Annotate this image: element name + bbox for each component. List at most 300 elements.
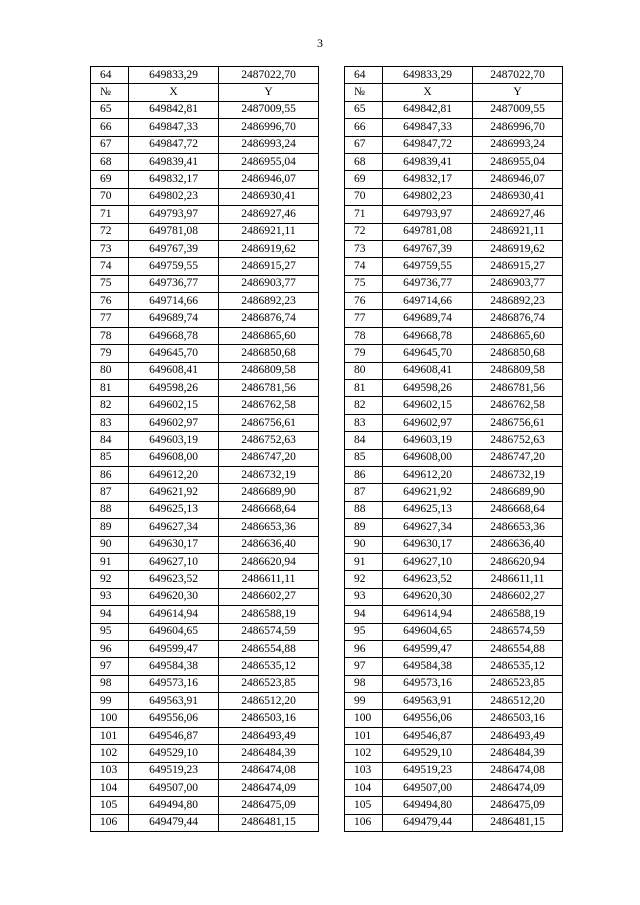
coordinates-table-body bbox=[91, 67, 563, 832]
y-coordinate-left: 2486474,09 bbox=[219, 780, 319, 797]
y-coordinate-left: 2486636,40 bbox=[219, 536, 319, 553]
point-number-right: 101 bbox=[345, 727, 383, 744]
point-number-right: 86 bbox=[345, 466, 383, 483]
table-row bbox=[91, 675, 563, 692]
table-row bbox=[91, 762, 563, 779]
table-row bbox=[91, 223, 563, 240]
y-coordinate-left: 2486523,85 bbox=[219, 675, 319, 692]
y-coordinate-left: 2486996,70 bbox=[219, 119, 319, 136]
x-coordinate-left: 649603,19 bbox=[129, 432, 219, 449]
table-row bbox=[91, 693, 563, 710]
point-number-right: 89 bbox=[345, 519, 383, 536]
point-number-left: 87 bbox=[91, 484, 129, 501]
table-row bbox=[91, 484, 563, 501]
point-number-right: 87 bbox=[345, 484, 383, 501]
y-coordinate-left: 2486475,09 bbox=[219, 797, 319, 814]
y-coordinate-right: 2486554,88 bbox=[473, 640, 563, 657]
point-number-left: 65 bbox=[91, 101, 129, 118]
point-number-left: 68 bbox=[91, 153, 129, 170]
point-number-left: 83 bbox=[91, 414, 129, 431]
x-coordinate-right: 649832,17 bbox=[383, 171, 473, 188]
column-gap bbox=[319, 623, 345, 640]
point-number-left: 90 bbox=[91, 536, 129, 553]
point-number-left: 91 bbox=[91, 553, 129, 570]
column-gap bbox=[319, 310, 345, 327]
x-coordinate-right: 649604,65 bbox=[383, 623, 473, 640]
point-number-right: 74 bbox=[345, 258, 383, 275]
column-gap bbox=[319, 188, 345, 205]
point-number-right: 66 bbox=[345, 119, 383, 136]
x-coordinate-left: 649847,33 bbox=[129, 119, 219, 136]
x-coordinate-right: 649614,94 bbox=[383, 606, 473, 623]
y-coordinate-right: 2486747,20 bbox=[473, 449, 563, 466]
y-coordinate-right: 2486955,04 bbox=[473, 153, 563, 170]
column-gap bbox=[319, 606, 345, 623]
point-number-right: 98 bbox=[345, 675, 383, 692]
column-gap bbox=[319, 675, 345, 692]
y-coordinate-right: 2486762,58 bbox=[473, 397, 563, 414]
y-coordinate-left: 2486809,58 bbox=[219, 362, 319, 379]
x-coordinate-right: 649802,23 bbox=[383, 188, 473, 205]
y-coordinate-right: 2486756,61 bbox=[473, 414, 563, 431]
x-coordinate-left: 649802,23 bbox=[129, 188, 219, 205]
y-coordinate-left: 2486921,11 bbox=[219, 223, 319, 240]
point-number-right: 94 bbox=[345, 606, 383, 623]
column-gap bbox=[319, 397, 345, 414]
table-row bbox=[91, 153, 563, 170]
x-coordinate-left: 649689,74 bbox=[129, 310, 219, 327]
table-row bbox=[91, 188, 563, 205]
table-row bbox=[91, 780, 563, 797]
x-coordinate-right: 649529,10 bbox=[383, 745, 473, 762]
point-number-left: 103 bbox=[91, 762, 129, 779]
x-coordinate-right: 649767,39 bbox=[383, 240, 473, 257]
y-coordinate-left: 2486588,19 bbox=[219, 606, 319, 623]
column-gap bbox=[319, 206, 345, 223]
point-number-right: 73 bbox=[345, 240, 383, 257]
y-coordinate-left: 2486602,27 bbox=[219, 588, 319, 605]
column-gap bbox=[319, 414, 345, 431]
point-number-left: 79 bbox=[91, 345, 129, 362]
column-gap bbox=[319, 171, 345, 188]
y-coordinate-right: 2486946,07 bbox=[473, 171, 563, 188]
x-coordinate-right: 649598,26 bbox=[383, 380, 473, 397]
x-coordinate-right: 649479,44 bbox=[383, 814, 473, 831]
x-coordinate-right: 649584,38 bbox=[383, 658, 473, 675]
table-row bbox=[91, 710, 563, 727]
page-number: 3 bbox=[317, 36, 323, 50]
y-coordinate-right: 2486892,23 bbox=[473, 293, 563, 310]
x-coordinate-right: 649793,97 bbox=[383, 206, 473, 223]
header-x-right: X bbox=[383, 84, 473, 101]
column-gap bbox=[319, 519, 345, 536]
table-row bbox=[91, 745, 563, 762]
x-coordinate-left: 649832,17 bbox=[129, 171, 219, 188]
x-coordinate-right: 649623,52 bbox=[383, 571, 473, 588]
point-number-left: 92 bbox=[91, 571, 129, 588]
y-coordinate-right: 2486689,90 bbox=[473, 484, 563, 501]
y-coordinate-right: 2487009,55 bbox=[473, 101, 563, 118]
column-gap bbox=[319, 153, 345, 170]
y-coordinate-right: 2486915,27 bbox=[473, 258, 563, 275]
x-coordinate-right: 649620,30 bbox=[383, 588, 473, 605]
x-coordinate-right: 649839,41 bbox=[383, 153, 473, 170]
table-row bbox=[91, 553, 563, 570]
column-gap bbox=[319, 658, 345, 675]
x-coordinate-left: 649627,10 bbox=[129, 553, 219, 570]
point-number-left: 71 bbox=[91, 206, 129, 223]
point-number-left: 95 bbox=[91, 623, 129, 640]
x-coordinate-left: 649602,15 bbox=[129, 397, 219, 414]
point-number-left: 105 bbox=[91, 797, 129, 814]
point-number-right: 72 bbox=[345, 223, 383, 240]
point-number-right: 79 bbox=[345, 345, 383, 362]
x-coordinate-right: 649689,74 bbox=[383, 310, 473, 327]
point-number-left: 72 bbox=[91, 223, 129, 240]
header-y-right: Y bbox=[473, 84, 563, 101]
x-coordinate-left: 649630,17 bbox=[129, 536, 219, 553]
column-gap bbox=[319, 640, 345, 657]
point-number-left: 84 bbox=[91, 432, 129, 449]
table-row bbox=[91, 240, 563, 257]
y-coordinate-right: 2486474,08 bbox=[473, 762, 563, 779]
table-row bbox=[91, 797, 563, 814]
column-gap bbox=[319, 84, 345, 101]
y-coordinate-left: 2486732,19 bbox=[219, 466, 319, 483]
table-row bbox=[91, 380, 563, 397]
column-gap bbox=[319, 223, 345, 240]
point-number-right: 64 bbox=[345, 67, 383, 84]
y-coordinate-right: 2487022,70 bbox=[473, 67, 563, 84]
table-row bbox=[91, 345, 563, 362]
x-coordinate-left: 649833,29 bbox=[129, 67, 219, 84]
point-number-left: 102 bbox=[91, 745, 129, 762]
column-gap bbox=[319, 484, 345, 501]
table-row bbox=[91, 275, 563, 292]
column-gap bbox=[319, 136, 345, 153]
point-number-left: 69 bbox=[91, 171, 129, 188]
table-row bbox=[91, 206, 563, 223]
table-row bbox=[91, 310, 563, 327]
point-number-right: 81 bbox=[345, 380, 383, 397]
header-y-left: Y bbox=[219, 84, 319, 101]
point-number-right: 95 bbox=[345, 623, 383, 640]
x-coordinate-left: 649598,26 bbox=[129, 380, 219, 397]
x-coordinate-right: 649599,47 bbox=[383, 640, 473, 657]
y-coordinate-left: 2486946,07 bbox=[219, 171, 319, 188]
point-number-left: 89 bbox=[91, 519, 129, 536]
point-number-left: 99 bbox=[91, 693, 129, 710]
point-number-left: 101 bbox=[91, 727, 129, 744]
y-coordinate-right: 2486668,64 bbox=[473, 501, 563, 518]
x-coordinate-right: 649603,19 bbox=[383, 432, 473, 449]
column-gap bbox=[319, 240, 345, 257]
y-coordinate-left: 2486535,12 bbox=[219, 658, 319, 675]
x-coordinate-left: 649479,44 bbox=[129, 814, 219, 831]
point-number-right: 71 bbox=[345, 206, 383, 223]
table-row bbox=[91, 171, 563, 188]
x-coordinate-right: 649494,80 bbox=[383, 797, 473, 814]
point-number-right: 100 bbox=[345, 710, 383, 727]
y-coordinate-left: 2486927,46 bbox=[219, 206, 319, 223]
x-coordinate-right: 649759,55 bbox=[383, 258, 473, 275]
x-coordinate-right: 649714,66 bbox=[383, 293, 473, 310]
header-number-right: № bbox=[345, 84, 383, 101]
y-coordinate-right: 2486865,60 bbox=[473, 327, 563, 344]
point-number-left: 78 bbox=[91, 327, 129, 344]
point-number-right: 82 bbox=[345, 397, 383, 414]
column-gap bbox=[319, 449, 345, 466]
table-row bbox=[91, 623, 563, 640]
y-coordinate-left: 2486781,56 bbox=[219, 380, 319, 397]
column-gap bbox=[319, 536, 345, 553]
y-coordinate-right: 2486809,58 bbox=[473, 362, 563, 379]
column-gap bbox=[319, 780, 345, 797]
x-coordinate-right: 649668,78 bbox=[383, 327, 473, 344]
x-coordinate-left: 649668,78 bbox=[129, 327, 219, 344]
table-row bbox=[91, 414, 563, 431]
y-coordinate-left: 2486481,15 bbox=[219, 814, 319, 831]
x-coordinate-left: 649625,13 bbox=[129, 501, 219, 518]
table-row bbox=[91, 258, 563, 275]
y-coordinate-right: 2486903,77 bbox=[473, 275, 563, 292]
column-gap bbox=[319, 814, 345, 831]
y-coordinate-right: 2486930,41 bbox=[473, 188, 563, 205]
table-row bbox=[91, 588, 563, 605]
column-gap bbox=[319, 553, 345, 570]
point-number-left: 94 bbox=[91, 606, 129, 623]
y-coordinate-left: 2486689,90 bbox=[219, 484, 319, 501]
point-number-left: 70 bbox=[91, 188, 129, 205]
x-coordinate-left: 649842,81 bbox=[129, 101, 219, 118]
column-gap bbox=[319, 727, 345, 744]
x-coordinate-left: 649563,91 bbox=[129, 693, 219, 710]
x-coordinate-left: 649623,52 bbox=[129, 571, 219, 588]
x-coordinate-right: 649842,81 bbox=[383, 101, 473, 118]
y-coordinate-right: 2486781,56 bbox=[473, 380, 563, 397]
table-row bbox=[91, 519, 563, 536]
y-coordinate-right: 2486876,74 bbox=[473, 310, 563, 327]
point-number-left: 75 bbox=[91, 275, 129, 292]
x-coordinate-right: 649781,08 bbox=[383, 223, 473, 240]
column-gap bbox=[319, 275, 345, 292]
x-coordinate-right: 649519,23 bbox=[383, 762, 473, 779]
table-row bbox=[91, 466, 563, 483]
point-number-left: 100 bbox=[91, 710, 129, 727]
y-coordinate-left: 2486653,36 bbox=[219, 519, 319, 536]
x-coordinate-left: 649781,08 bbox=[129, 223, 219, 240]
x-coordinate-left: 649714,66 bbox=[129, 293, 219, 310]
y-coordinate-left: 2487009,55 bbox=[219, 101, 319, 118]
y-coordinate-left: 2487022,70 bbox=[219, 67, 319, 84]
y-coordinate-right: 2486503,16 bbox=[473, 710, 563, 727]
y-coordinate-left: 2486493,49 bbox=[219, 727, 319, 744]
point-number-right: 105 bbox=[345, 797, 383, 814]
y-coordinate-left: 2486752,63 bbox=[219, 432, 319, 449]
table-row bbox=[91, 658, 563, 675]
point-number-right: 93 bbox=[345, 588, 383, 605]
y-coordinate-right: 2486752,63 bbox=[473, 432, 563, 449]
column-gap bbox=[319, 710, 345, 727]
point-number-right: 70 bbox=[345, 188, 383, 205]
point-number-right: 78 bbox=[345, 327, 383, 344]
point-number-right: 91 bbox=[345, 553, 383, 570]
y-coordinate-left: 2486915,27 bbox=[219, 258, 319, 275]
x-coordinate-left: 649507,00 bbox=[129, 780, 219, 797]
table-row bbox=[91, 327, 563, 344]
x-coordinate-left: 649519,23 bbox=[129, 762, 219, 779]
column-gap bbox=[319, 762, 345, 779]
x-coordinate-left: 649839,41 bbox=[129, 153, 219, 170]
point-number-left: 77 bbox=[91, 310, 129, 327]
x-coordinate-left: 649604,65 bbox=[129, 623, 219, 640]
point-number-left: 97 bbox=[91, 658, 129, 675]
point-number-right: 92 bbox=[345, 571, 383, 588]
y-coordinate-left: 2486993,24 bbox=[219, 136, 319, 153]
y-coordinate-left: 2486892,23 bbox=[219, 293, 319, 310]
point-number-right: 102 bbox=[345, 745, 383, 762]
x-coordinate-left: 649759,55 bbox=[129, 258, 219, 275]
y-coordinate-right: 2486484,39 bbox=[473, 745, 563, 762]
x-coordinate-right: 649621,92 bbox=[383, 484, 473, 501]
table-row bbox=[91, 397, 563, 414]
table-row bbox=[91, 727, 563, 744]
x-coordinate-left: 649767,39 bbox=[129, 240, 219, 257]
point-number-right: 67 bbox=[345, 136, 383, 153]
point-number-left: 96 bbox=[91, 640, 129, 657]
table-row bbox=[91, 67, 563, 84]
x-coordinate-right: 649627,34 bbox=[383, 519, 473, 536]
point-number-left: 88 bbox=[91, 501, 129, 518]
column-gap bbox=[319, 797, 345, 814]
y-coordinate-left: 2486876,74 bbox=[219, 310, 319, 327]
y-coordinate-left: 2486850,68 bbox=[219, 345, 319, 362]
x-coordinate-right: 649627,10 bbox=[383, 553, 473, 570]
y-coordinate-right: 2486850,68 bbox=[473, 345, 563, 362]
y-coordinate-left: 2486512,20 bbox=[219, 693, 319, 710]
column-gap bbox=[319, 466, 345, 483]
point-number-right: 90 bbox=[345, 536, 383, 553]
y-coordinate-left: 2486484,39 bbox=[219, 745, 319, 762]
point-number-right: 75 bbox=[345, 275, 383, 292]
x-coordinate-right: 649847,33 bbox=[383, 119, 473, 136]
x-coordinate-left: 649608,41 bbox=[129, 362, 219, 379]
point-number-right: 83 bbox=[345, 414, 383, 431]
y-coordinate-right: 2486475,09 bbox=[473, 797, 563, 814]
point-number-right: 80 bbox=[345, 362, 383, 379]
y-coordinate-left: 2486865,60 bbox=[219, 327, 319, 344]
point-number-right: 99 bbox=[345, 693, 383, 710]
point-number-right: 88 bbox=[345, 501, 383, 518]
column-gap bbox=[319, 745, 345, 762]
x-coordinate-left: 649546,87 bbox=[129, 727, 219, 744]
x-coordinate-right: 649625,13 bbox=[383, 501, 473, 518]
coordinates-table bbox=[90, 66, 563, 832]
point-number-left: 81 bbox=[91, 380, 129, 397]
point-number-right: 103 bbox=[345, 762, 383, 779]
x-coordinate-left: 649847,72 bbox=[129, 136, 219, 153]
column-gap bbox=[319, 588, 345, 605]
x-coordinate-left: 649494,80 bbox=[129, 797, 219, 814]
table-row bbox=[91, 293, 563, 310]
y-coordinate-right: 2486653,36 bbox=[473, 519, 563, 536]
y-coordinate-right: 2486993,24 bbox=[473, 136, 563, 153]
point-number-left: 106 bbox=[91, 814, 129, 831]
y-coordinate-left: 2486554,88 bbox=[219, 640, 319, 657]
x-coordinate-left: 649599,47 bbox=[129, 640, 219, 657]
y-coordinate-right: 2486611,11 bbox=[473, 571, 563, 588]
x-coordinate-left: 649736,77 bbox=[129, 275, 219, 292]
point-number-left: 82 bbox=[91, 397, 129, 414]
table-row bbox=[91, 119, 563, 136]
x-coordinate-left: 649602,97 bbox=[129, 414, 219, 431]
table-row bbox=[91, 606, 563, 623]
point-number-right: 104 bbox=[345, 780, 383, 797]
table-row bbox=[91, 536, 563, 553]
point-number-left: 86 bbox=[91, 466, 129, 483]
y-coordinate-right: 2486996,70 bbox=[473, 119, 563, 136]
x-coordinate-left: 649621,92 bbox=[129, 484, 219, 501]
y-coordinate-right: 2486620,94 bbox=[473, 553, 563, 570]
x-coordinate-left: 649793,97 bbox=[129, 206, 219, 223]
x-coordinate-left: 649573,16 bbox=[129, 675, 219, 692]
column-gap bbox=[319, 571, 345, 588]
header-x-left: X bbox=[129, 84, 219, 101]
table-row bbox=[91, 501, 563, 518]
y-coordinate-right: 2486921,11 bbox=[473, 223, 563, 240]
point-number-right: 96 bbox=[345, 640, 383, 657]
table-row bbox=[91, 136, 563, 153]
table-header-row bbox=[91, 84, 563, 101]
column-gap bbox=[319, 327, 345, 344]
point-number-left: 85 bbox=[91, 449, 129, 466]
x-coordinate-right: 649546,87 bbox=[383, 727, 473, 744]
y-coordinate-right: 2486636,40 bbox=[473, 536, 563, 553]
column-gap bbox=[319, 432, 345, 449]
x-coordinate-left: 649556,06 bbox=[129, 710, 219, 727]
point-number-left: 76 bbox=[91, 293, 129, 310]
y-coordinate-left: 2486919,62 bbox=[219, 240, 319, 257]
x-coordinate-right: 649736,77 bbox=[383, 275, 473, 292]
y-coordinate-left: 2486611,11 bbox=[219, 571, 319, 588]
y-coordinate-right: 2486919,62 bbox=[473, 240, 563, 257]
point-number-left: 64 bbox=[91, 67, 129, 84]
x-coordinate-left: 649608,00 bbox=[129, 449, 219, 466]
y-coordinate-left: 2486474,08 bbox=[219, 762, 319, 779]
column-gap bbox=[319, 119, 345, 136]
x-coordinate-right: 649630,17 bbox=[383, 536, 473, 553]
column-gap bbox=[319, 67, 345, 84]
point-number-left: 98 bbox=[91, 675, 129, 692]
point-number-right: 84 bbox=[345, 432, 383, 449]
x-coordinate-right: 649602,97 bbox=[383, 414, 473, 431]
y-coordinate-left: 2486620,94 bbox=[219, 553, 319, 570]
column-gap bbox=[319, 345, 345, 362]
x-coordinate-right: 649612,20 bbox=[383, 466, 473, 483]
point-number-right: 85 bbox=[345, 449, 383, 466]
y-coordinate-right: 2486602,27 bbox=[473, 588, 563, 605]
y-coordinate-right: 2486574,59 bbox=[473, 623, 563, 640]
y-coordinate-left: 2486503,16 bbox=[219, 710, 319, 727]
x-coordinate-right: 649563,91 bbox=[383, 693, 473, 710]
x-coordinate-right: 649645,70 bbox=[383, 345, 473, 362]
point-number-left: 67 bbox=[91, 136, 129, 153]
point-number-right: 65 bbox=[345, 101, 383, 118]
column-gap bbox=[319, 693, 345, 710]
column-gap bbox=[319, 380, 345, 397]
x-coordinate-right: 649602,15 bbox=[383, 397, 473, 414]
column-gap bbox=[319, 101, 345, 118]
